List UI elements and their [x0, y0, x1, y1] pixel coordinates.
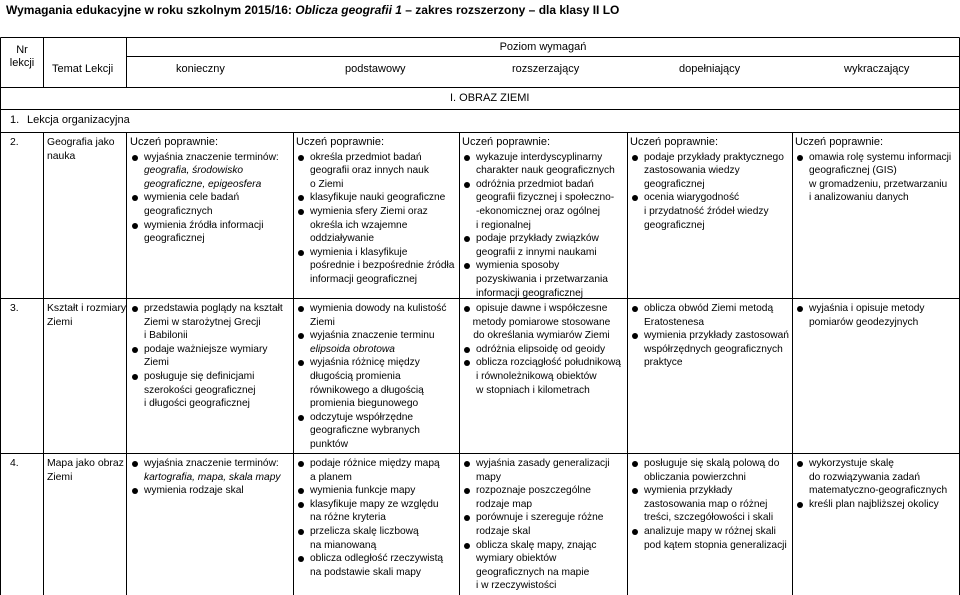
- requirement-continuation: geografii fizycznej i społeczno-: [476, 192, 615, 204]
- header-poziom: Poziom wymagań: [499, 41, 587, 53]
- lesson-temat: [47, 457, 124, 484]
- requirement-continuation: pośrednie i bezpośrednie źródła: [310, 260, 455, 272]
- requirements-list: [130, 302, 283, 411]
- lesson-temat-line: nauka: [47, 150, 76, 162]
- requirement-continuation: i regionalnej: [476, 219, 531, 231]
- requirements-list: [462, 151, 615, 301]
- requirements-cell: [795, 136, 951, 205]
- requirement-item: wymienia sfery Ziemi oraz: [296, 205, 454, 219]
- requirement-continuation: zastosowania map o różnej: [644, 498, 768, 510]
- requirement-continuation: w stopniach i kilometrach: [476, 384, 590, 396]
- requirement-continuation: na podstawie skali mapy: [310, 566, 421, 578]
- requirement-continuation: obliczania powierzchni: [644, 471, 746, 483]
- requirement-continuation: i analizowaniu danych: [809, 192, 909, 204]
- header-level-rozszerzajacy: rozszerzający: [512, 63, 580, 75]
- requirement-continuation: o Ziemi: [310, 178, 344, 190]
- requirements-cell: [630, 457, 787, 552]
- requirement-continuation: charakter nauk geograficznych: [476, 165, 615, 177]
- lesson-temat-line: Ziemi: [47, 316, 73, 328]
- document-title: [6, 3, 619, 17]
- lead-text: Uczeń poprawnie:: [795, 136, 884, 148]
- requirement-continuation: geograficznej: [644, 178, 705, 190]
- requirements-cell: [630, 136, 784, 232]
- lead-text: Uczeń poprawnie:: [130, 136, 219, 148]
- header-level-podstawowy: podstawowy: [345, 63, 406, 75]
- requirement-continuation: geograficznych na mapie: [476, 566, 590, 578]
- requirement-continuation: równikowego a długością: [310, 384, 424, 396]
- requirement-item: odróżnia elipsoidę od geoidy: [462, 343, 621, 357]
- lead-text: Uczeń poprawnie:: [462, 136, 551, 148]
- requirement-item: odczytuje współrzędne: [296, 411, 446, 425]
- section-title: I. OBRAZ ZIEMI: [450, 92, 530, 104]
- requirement-item: klasyfikuje nauki geograficzne: [296, 191, 454, 205]
- requirement-item: opisuje dawne i współczesne: [462, 302, 621, 316]
- requirements-list: [795, 302, 925, 329]
- requirement-item: wyjaśnia znaczenie terminów:: [130, 151, 279, 165]
- requirement-item: podaje przykłady praktycznego: [630, 151, 784, 165]
- requirement-continuation: pod kątem stopnia generalizacji: [644, 539, 787, 551]
- requirement-continuation: i Babilonii: [144, 330, 188, 342]
- requirement-continuation: do rozwiązywania zadań: [809, 471, 920, 483]
- requirement-item: wyjaśnia i opisuje metody: [795, 302, 925, 316]
- requirements-cell: [795, 302, 925, 329]
- requirement-continuation: i w rzeczywistości: [476, 580, 557, 592]
- requirement-item: wymienia sposoby: [462, 259, 615, 273]
- requirement-continuation: Ziemi: [310, 316, 335, 328]
- requirement-continuation: Ziemi w starożytnej Grecji: [144, 316, 261, 328]
- requirement-item: wymienia funkcje mapy: [296, 484, 443, 498]
- requirement-continuation: i przydatność źródeł wiedzy: [644, 205, 769, 217]
- requirement-item: oblicza rozciągłość południkową: [462, 356, 621, 370]
- requirements-cell: [130, 457, 280, 498]
- requirement-item: wyjaśnia znaczenie terminów:: [130, 457, 280, 471]
- requirement-item: przelicza skalę liczbową: [296, 525, 443, 539]
- requirement-item: odróżnia przedmiot badań: [462, 178, 615, 192]
- requirement-continuation: i długości geograficznej: [144, 398, 250, 410]
- requirement-continuation: geograficzne wybranych: [310, 425, 420, 437]
- requirement-continuation: punktów: [310, 438, 348, 450]
- header-level-konieczny: konieczny: [176, 63, 225, 75]
- requirement-continuation: geograficznych: [144, 205, 213, 217]
- requirement-continuation: geografii oraz innych nauk: [310, 165, 429, 177]
- requirement-continuation: długością promienia: [310, 370, 401, 382]
- requirements-cell: [462, 136, 615, 300]
- requirements-cell: [630, 302, 789, 370]
- requirements-cell: [296, 302, 446, 452]
- requirement-continuation: i równoleżnikową obiektów: [476, 370, 597, 382]
- requirement-continuation: oddziaływanie: [310, 233, 374, 245]
- requirement-item: posługuje się skalą polową do: [630, 457, 787, 471]
- requirement-item: omawia rolę systemu informacji: [795, 151, 951, 165]
- requirement-continuation: geograficznej: [644, 219, 705, 231]
- lesson-temat-line: Geografia jako: [47, 137, 115, 148]
- requirements-list: [630, 151, 784, 233]
- requirement-continuation: geograficznej: [144, 233, 205, 245]
- requirement-continuation: a planem: [310, 471, 352, 483]
- lead-text: Uczeń poprawnie:: [630, 136, 719, 148]
- requirement-continuation: geograficzne, epigeosfera: [144, 178, 262, 190]
- requirements-list: [462, 302, 621, 397]
- requirements-list: [630, 457, 787, 552]
- requirements-list: [795, 457, 947, 511]
- requirement-continuation: geografia, środowisko: [144, 165, 244, 177]
- requirement-continuation: zastosowania wiedzy: [644, 165, 740, 177]
- requirement-continuation: rodzaje skal: [476, 525, 531, 537]
- requirement-item: wyjaśnia zasady generalizacji: [462, 457, 610, 471]
- lesson-nr: 2.: [10, 137, 19, 148]
- requirement-continuation: w gromadzeniu, przetwarzaniu: [809, 178, 948, 190]
- requirement-continuation: współrzędnych geograficznych: [644, 343, 783, 355]
- requirement-item: wyjaśnia znaczenie terminu: [296, 329, 446, 343]
- requirements-list: [130, 457, 280, 498]
- title-prefix: Wymagania edukacyjne w roku szkolnym 2015/16:: [6, 3, 296, 17]
- requirement-continuation: geografii z innymi naukami: [476, 246, 597, 258]
- header-nr: Nr lekcji: [9, 44, 35, 69]
- requirement-continuation: Ziemi: [144, 357, 169, 369]
- requirement-continuation: wymiary obiektów: [476, 553, 557, 565]
- requirement-continuation: Eratostenesa: [644, 316, 705, 328]
- requirements-cell: [462, 302, 621, 397]
- requirement-continuation: metody pomiarowe stosowane: [472, 316, 611, 328]
- lesson-temat: [47, 302, 126, 329]
- lesson-temat-line: Ziemi: [47, 471, 73, 483]
- requirement-item: oblicza skalę mapy, znając: [462, 539, 610, 553]
- requirement-item: wymienia przykłady zastosowań: [630, 329, 789, 343]
- requirement-continuation: na różne kryteria: [310, 512, 386, 524]
- lesson-nr: 4.: [10, 458, 19, 469]
- requirement-item: klasyfikuje mapy ze względu: [296, 498, 443, 512]
- lesson-nr: 3.: [10, 303, 19, 314]
- row1-nr: 1.: [10, 114, 20, 126]
- requirement-continuation: geograficznej (GIS): [809, 165, 897, 177]
- header-temat: Temat Lekcji: [52, 63, 114, 75]
- requirement-item: ocenia wiarygodność: [630, 191, 784, 205]
- requirement-item: wykazuje interdyscyplinarny: [462, 151, 615, 165]
- requirement-item: podaje ważniejsze wymiary: [130, 343, 283, 357]
- requirement-item: podaje przykłady związków: [462, 232, 615, 246]
- requirement-continuation: promienia biegunowego: [310, 398, 419, 410]
- requirement-item: porównuje i szereguje różne: [462, 511, 610, 525]
- requirement-item: analizuje mapy w różnej skali: [630, 525, 787, 539]
- requirement-continuation: określa ich wzajemne: [310, 219, 408, 231]
- row1-temat: Lekcja organizacyjna: [27, 114, 130, 126]
- requirements-list: [296, 457, 443, 579]
- requirement-continuation: -ekonomicznej oraz ogólnej: [476, 205, 601, 217]
- requirement-continuation: do określania wymiarów Ziemi: [473, 330, 610, 342]
- requirements-cell: [462, 457, 610, 593]
- requirement-item: przedstawia poglądy na kształt: [130, 302, 283, 316]
- lead-text: Uczeń poprawnie:: [296, 136, 385, 148]
- requirement-continuation: mapy: [476, 471, 501, 483]
- requirement-item: wymienia dowody na kulistość: [296, 302, 446, 316]
- title-subject: Oblicza geografii 1: [295, 3, 402, 17]
- requirement-continuation: na mianowaną: [310, 539, 377, 551]
- header-level-dopelniajacy: dopełniający: [679, 63, 741, 75]
- requirements-cell: [296, 457, 443, 579]
- requirements-cell: [795, 457, 947, 511]
- requirement-continuation: kartografia, mapa, skala mapy: [144, 471, 281, 483]
- requirement-continuation: szerokości geograficznej: [144, 384, 256, 396]
- header-level-wykraczajacy: wykraczający: [844, 63, 910, 75]
- requirement-item: wymienia cele badań: [130, 191, 279, 205]
- requirements-list: [130, 151, 279, 246]
- requirement-continuation: informacji geograficznej: [476, 287, 584, 299]
- requirements-cell: [130, 302, 283, 411]
- requirement-item: wymienia rodzaje skal: [130, 484, 280, 498]
- requirement-continuation: elipsoida obrotowa: [310, 343, 395, 355]
- requirements-cell: [130, 136, 279, 246]
- lesson-temat-line: Kształt i rozmiary: [47, 303, 127, 314]
- requirements-list: [795, 151, 951, 205]
- requirement-item: posługuje się definicjami: [130, 370, 283, 384]
- requirement-item: kreśli plan najbliższej okolicy: [795, 498, 947, 512]
- title-suffix: – zakres rozszerzony – dla klasy II LO: [401, 3, 620, 17]
- requirement-item: określa przedmiot badań: [296, 151, 454, 165]
- requirement-continuation: matematyczno-geograficznych: [809, 485, 948, 497]
- lesson-temat: [47, 136, 115, 163]
- requirement-continuation: praktyce: [644, 357, 683, 369]
- requirement-item: wymienia źródła informacji: [130, 219, 279, 233]
- requirement-item: oblicza odległość rzeczywistą: [296, 552, 443, 566]
- requirements-list: [630, 302, 789, 370]
- requirement-item: podaje różnice między mapą: [296, 457, 443, 471]
- requirement-item: wykorzystuje skalę: [795, 457, 947, 471]
- requirement-continuation: pozyskiwania i przetwarzania: [476, 273, 608, 285]
- requirements-list: [296, 151, 454, 287]
- requirement-item: rozpoznaje poszczególne: [462, 484, 610, 498]
- requirements-list: [462, 457, 610, 593]
- requirement-continuation: treści, szczegółowości i skali: [644, 512, 774, 524]
- requirements-cell: [296, 136, 454, 287]
- requirement-item: wymienia przykłady: [630, 484, 787, 498]
- requirement-item: wymienia i klasyfikuje: [296, 246, 454, 260]
- requirements-list: [296, 302, 446, 452]
- requirement-continuation: informacji geograficznej: [310, 273, 418, 285]
- requirement-item: oblicza obwód Ziemi metodą: [630, 302, 789, 316]
- requirement-continuation: pomiarów geodezyjnych: [809, 316, 919, 328]
- lesson-temat-line: Mapa jako obraz: [47, 458, 124, 469]
- requirement-item: wyjaśnia różnicę między: [296, 356, 446, 370]
- requirement-continuation: rodzaje map: [476, 498, 533, 510]
